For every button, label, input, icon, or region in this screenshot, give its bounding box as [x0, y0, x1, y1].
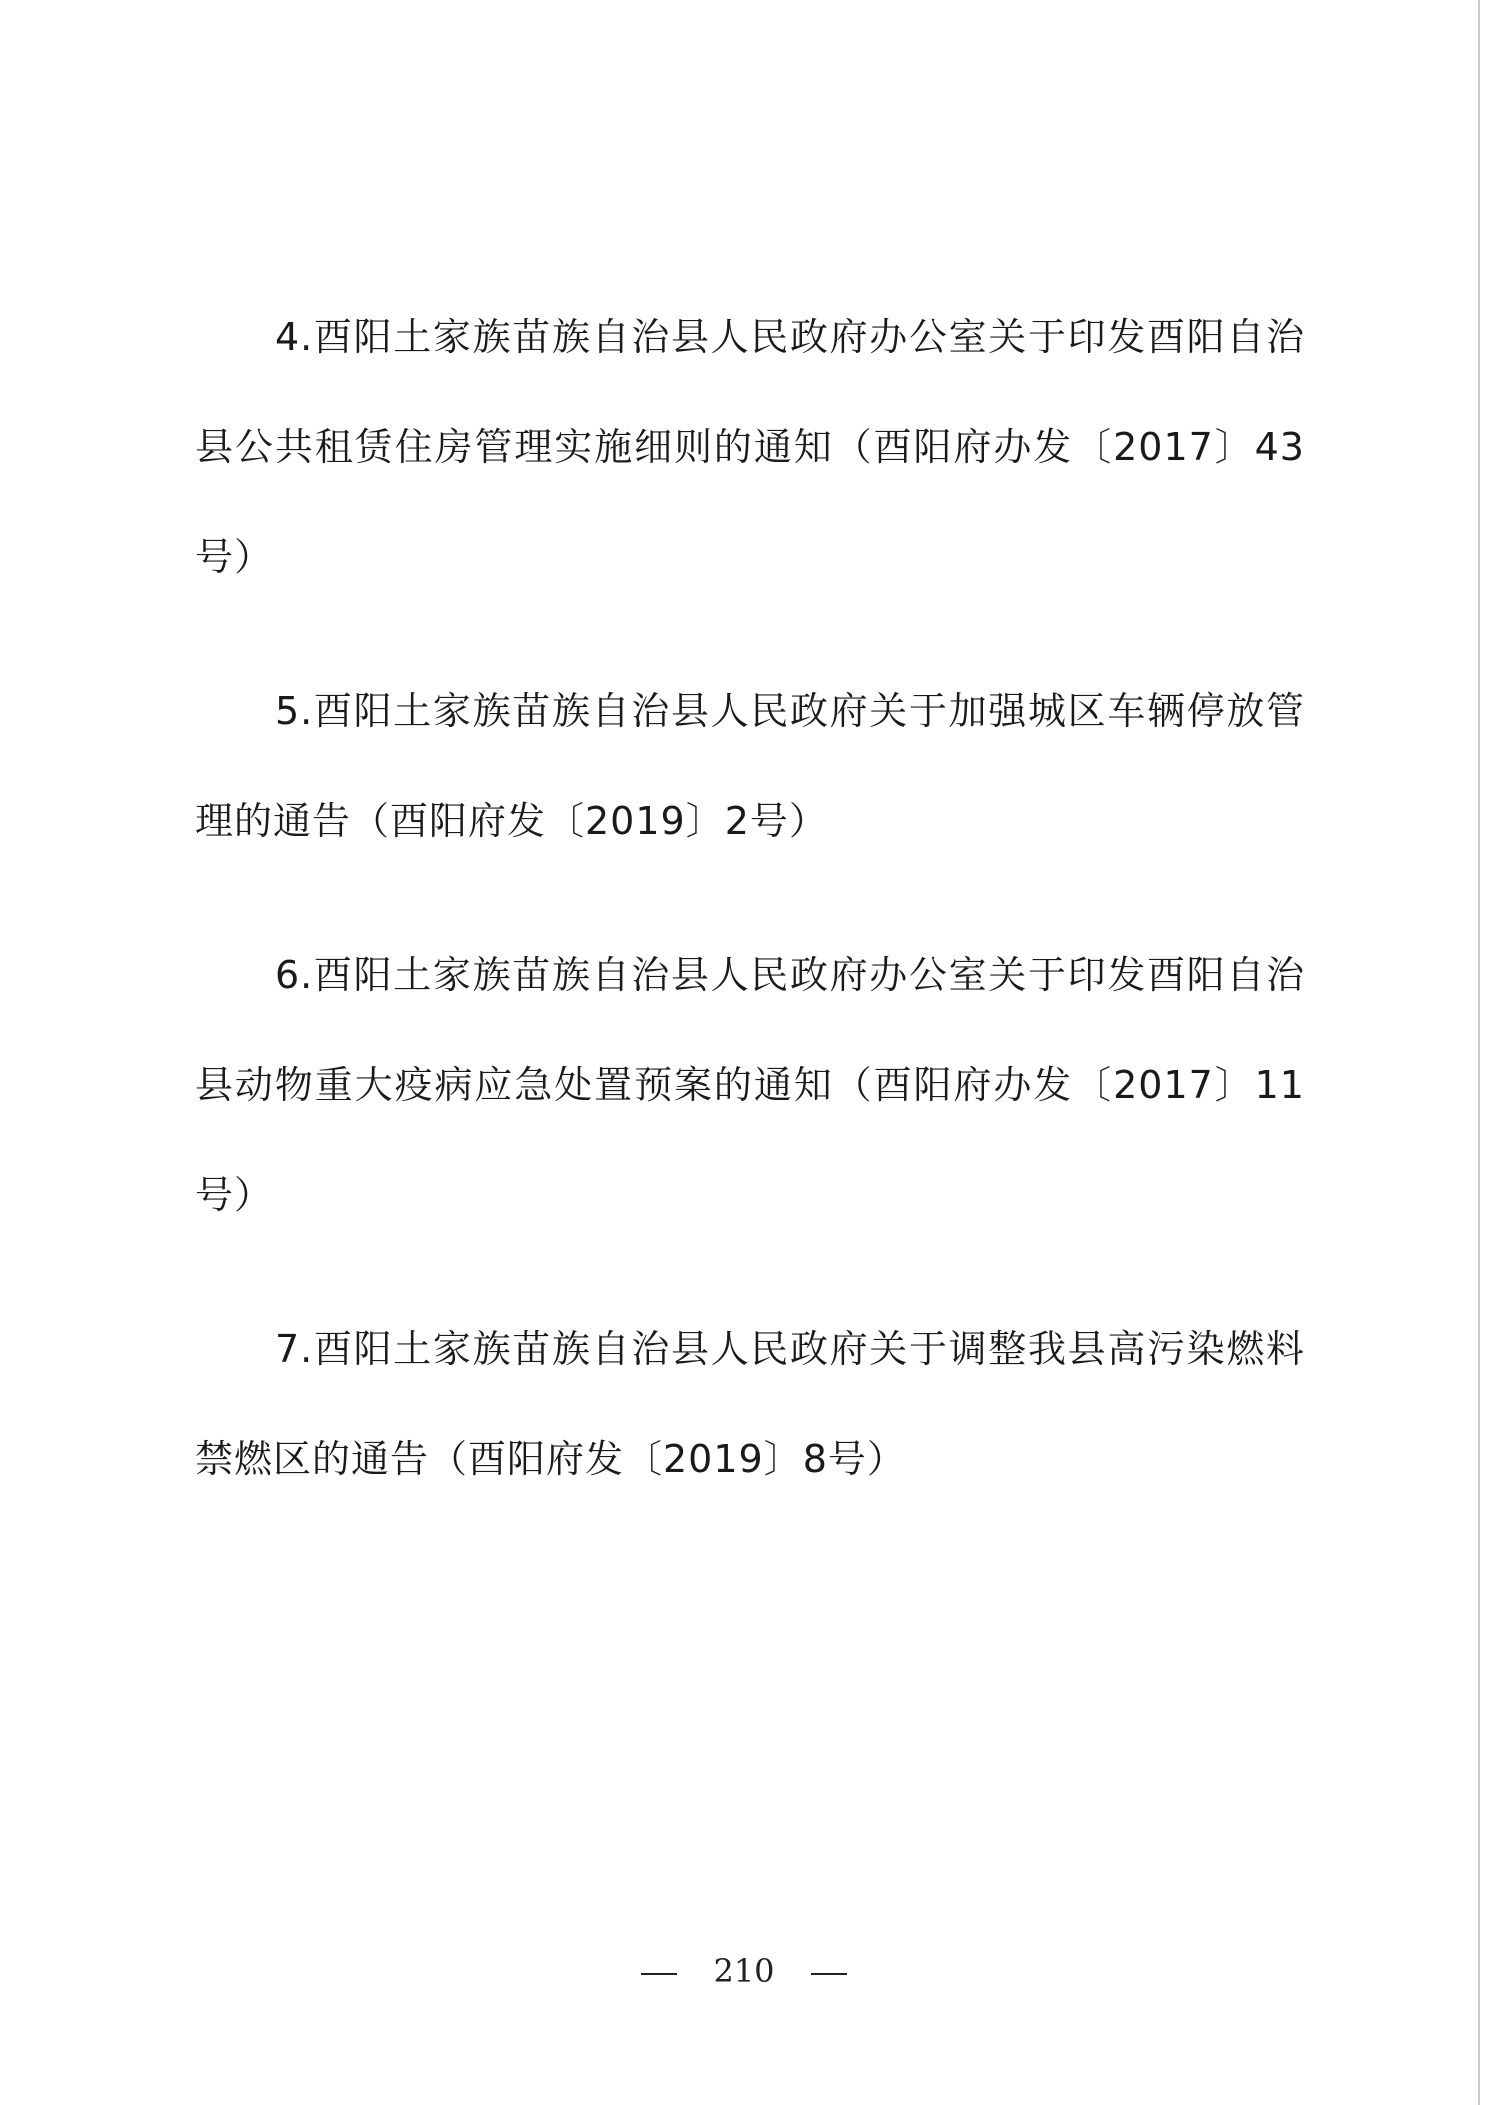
list-item-6: 6.酉阳土家族苗族自治县人民政府办公室关于印发酉阳自治县动物重大疫病应急处置预案的通知（酉阳府办发〔2017〕11号） [195, 953, 1305, 1217]
footer-dash-right [811, 1973, 847, 1975]
list-item-7: 7.酉阳土家族苗族自治县人民政府关于调整我县高污染燃料禁燃区的通告（酉阳府发〔2019〕8号） [195, 1327, 1305, 1481]
page-number: 210 [713, 1952, 775, 1990]
list-item-5: 5.酉阳土家族苗族自治县人民政府关于加强城区车辆停放管理的通告（酉阳府发〔2019〕2号） [195, 689, 1305, 843]
page-edge-line [1478, 0, 1480, 2105]
page-footer [0, 1952, 1488, 1990]
footer-dash-left [641, 1973, 677, 1975]
document-body [195, 282, 1305, 1558]
list-item-4: 4.酉阳土家族苗族自治县人民政府办公室关于印发酉阳自治县公共租赁住房管理实施细则的通知（酉阳府办发〔2017〕43号） [195, 315, 1305, 579]
